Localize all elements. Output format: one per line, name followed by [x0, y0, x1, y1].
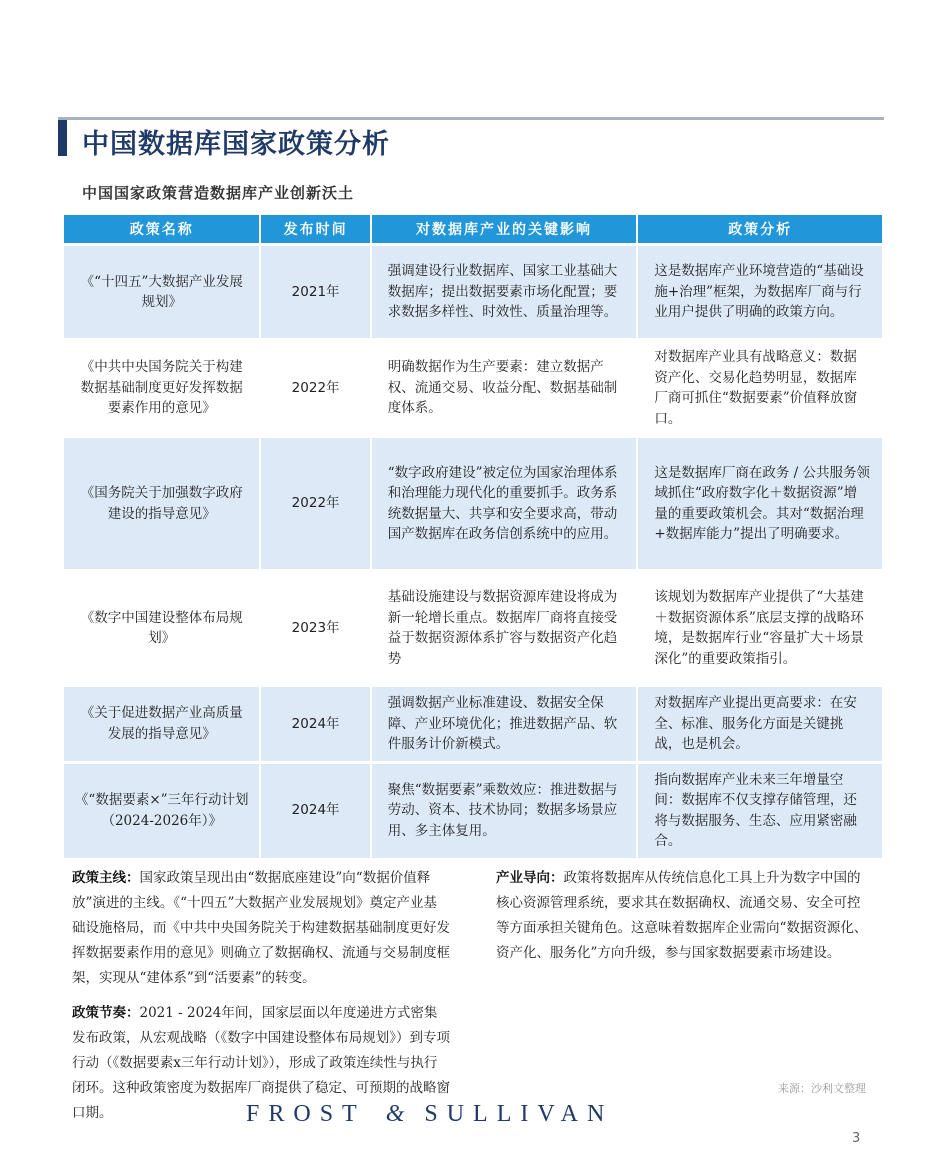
policy-analysis: 对数据库产业具有战略意义：数据资产化、交易化趋势明显，数据库厂商可抓住“数据要素”价值释放窗口。	[638, 341, 882, 435]
policy-name: 《“数据要素×”三年行动计划（2024-2026年）》	[64, 764, 259, 858]
body-column-left	[72, 866, 450, 1136]
policy-impact: “数字政府建设”被定位为国家治理体系和治理能力现代化的重要抓手。政务系统数据量大、共享和安全要求高，带动国产数据库在政务信创系统中的应用。	[372, 438, 637, 569]
text-industry-direction: 政策将数据库从传统信息化工具上升为数字中国的核心资源管理系统，要求其在数据确权、流通交易、安全可控等方面承担关键角色。这意味着数据库企业需向“数据资源化、资产化、服务化”方向升级，参与国家数据要素市场建设。	[496, 870, 868, 961]
policy-analysis: 这是数据库产业环境营造的“基础设施+治理”框架，为数据库厂商与行业用户提供了明确的政策方向。	[638, 246, 882, 338]
label-policy-rhythm: 政策节奏：	[72, 1005, 140, 1021]
policy-table	[62, 212, 884, 861]
frost-sullivan-logo	[246, 1101, 613, 1128]
policy-analysis: 对数据库产业提出更高要求：在安全、标准、服务化方面是关键挑战，也是机会。	[638, 687, 882, 761]
policy-impact: 强调建设行业数据库、国家工业基础大数据库；提出数据要素市场化配置；要求数据多样性、时效性、质量治理等。	[372, 246, 637, 338]
header-rule	[58, 117, 884, 120]
table-row	[64, 246, 882, 338]
header-policy-analysis: 政策分析	[638, 215, 882, 243]
logo-word-frost: FROST	[246, 1101, 366, 1127]
page-title: 中国数据库国家政策分析	[82, 129, 390, 160]
policy-year: 2024年	[261, 687, 369, 761]
paragraph-industry-direction	[496, 866, 872, 966]
policy-impact: 明确数据作为生产要素：建立数据产权、流通交易、收益分配、数据基础制度体系。	[372, 341, 637, 435]
policy-impact: 基础设施建设与数据资源库建设将成为新一轮增长重点。数据库厂商将直接受益于数据资源体系扩容与数据资产化趋势	[372, 572, 637, 684]
policy-year: 2023年	[261, 572, 369, 684]
policy-name: 《关于促进数据产业高质量发展的指导意见》	[64, 687, 259, 761]
table-row	[64, 687, 882, 761]
policy-name: 《“十四五”大数据产业发展规划》	[64, 246, 259, 338]
source-note: 来源：沙利文整理	[778, 1082, 866, 1095]
policy-year: 2021年	[261, 246, 369, 338]
policy-year: 2024年	[261, 764, 369, 858]
text-policy-mainline: 国家政策呈现出由“数据底座建设”向“数据价值释放”演进的主线。《“十四五”大数据产业发展规划》奠定产业基础设施格局，而《中共中央国务院关于构建数据基础制度更好发挥数据要素作用的意见》则确立了数据确权、流通与交易制度框架，实现从“建体系”到“活要素”的转变。	[72, 870, 450, 986]
table-row	[64, 341, 882, 435]
logo-ampersand: &	[385, 1101, 405, 1127]
paragraph-policy-mainline	[72, 866, 450, 991]
page-number: 3	[852, 1131, 861, 1146]
table-row	[64, 764, 882, 858]
header-policy-name: 政策名称	[64, 215, 259, 243]
table-row	[64, 438, 882, 569]
policy-year: 2022年	[261, 341, 369, 435]
policy-name: 《中共中央国务院关于构建数据基础制度更好发挥数据要素作用的意见》	[64, 341, 259, 435]
policy-year: 2022年	[261, 438, 369, 569]
title-accent-bar	[58, 120, 67, 156]
table-row	[64, 572, 882, 684]
policy-analysis: 指向数据库产业未来三年增量空间：数据库不仅支撑存储管理，还将与数据服务、生态、应用紧密融合。	[638, 764, 882, 858]
table-header-row	[64, 215, 882, 243]
body-column-right	[496, 866, 872, 976]
policy-impact: 强调数据产业标准建设、数据安全保障、产业环境优化；推进数据产品、软件服务计价新模式。	[372, 687, 637, 761]
header-release-date: 发布时间	[261, 215, 369, 243]
policy-name: 《数字中国建设整体布局规划》	[64, 572, 259, 684]
page-subtitle: 中国国家政策营造数据库产业创新沃土	[82, 184, 355, 202]
policy-name: 《国务院关于加强数字政府建设的指导意见》	[64, 438, 259, 569]
logo-word-sullivan: SULLIVAN	[424, 1101, 614, 1127]
policy-analysis: 这是数据库厂商在政务 / 公共服务领域抓住“政府数字化＋数据资源”增量的重要政策机会。其对“数据治理+数据库能力”提出了明确要求。	[638, 438, 882, 569]
label-policy-mainline: 政策主线：	[72, 870, 140, 886]
label-industry-direction: 产业导向：	[496, 870, 564, 886]
header-key-impact: 对数据库产业的关键影响	[372, 215, 637, 243]
text-policy-rhythm: 2021 - 2024年间，国家层面以年度递进方式密集发布政策，从宏观战略（《数字中国建设整体布局规划》）到专项行动（《数据要素x三年行动计划》），形成了政策连续性与执行闭环。这种政策密度为数据库厂商提供了稳定、可预期的战略窗口期。	[72, 1005, 450, 1121]
policy-impact: 聚焦“数据要素”乘数效应：推进数据与劳动、资本、技术协同；数据多场景应用、多主体复用。	[372, 764, 637, 858]
policy-analysis: 该规划为数据库产业提供了“大基建＋数据资源体系”底层支撑的战略环境，是数据库行业“容量扩大＋场景深化”的重要政策指引。	[638, 572, 882, 684]
